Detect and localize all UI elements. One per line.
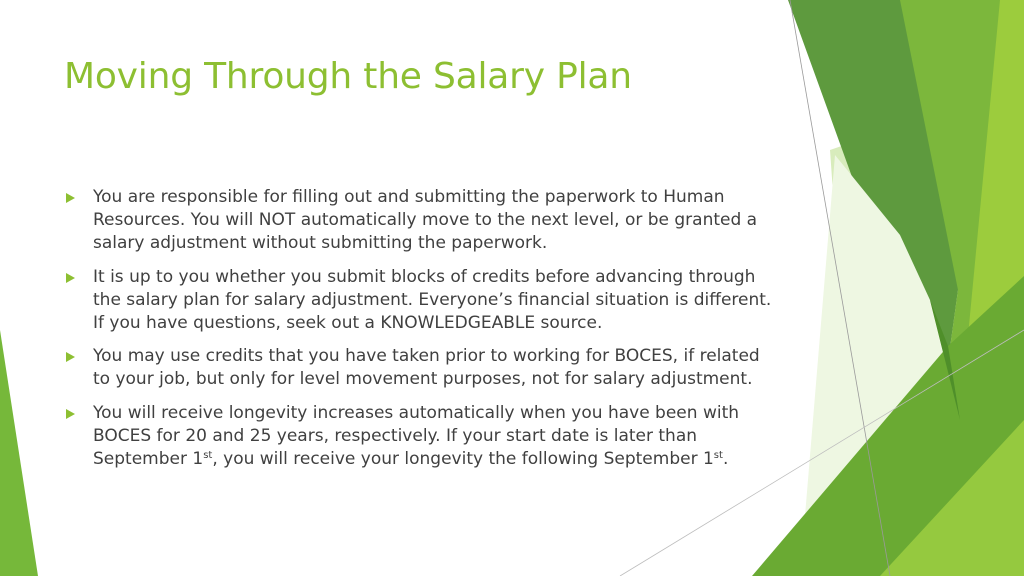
ordinal-suffix: st: [713, 450, 723, 462]
bullet-text: It is up to you whether you submit blocks of credits before advancing through the salary plan for salary adjustment. Everyone’s financial situation is different. If you have questions, seek out a KNOWLEDGEABLE source.: [93, 266, 772, 334]
bullet-text: [93, 403, 739, 469]
bullet-text: You may use credits that you have taken prior to working for BOCES, if related to your job, but only for level movement purposes, not for salary adjustment.: [93, 346, 760, 390]
right-triangle-icon: [66, 409, 75, 419]
bullet-text: You are responsible for filling out and submitting the paperwork to Human Resources. You will NOT automatically move to the next level, or be granted a salary adjustment without submitting the paperwork.: [93, 187, 758, 254]
bullet-list: [64, 186, 774, 481]
right-triangle-icon: [66, 193, 75, 203]
slide-title: Moving Through the Salary Plan: [64, 56, 632, 97]
bullet-item: [64, 186, 774, 256]
left-edge-facet: [0, 330, 38, 576]
bullet-text-part: , you will receive your longevity the following September 1: [212, 449, 714, 470]
bullet-item: [64, 266, 774, 336]
right-triangle-icon: [66, 273, 75, 283]
bullet-text-part: .: [722, 449, 729, 470]
bullet-item: [64, 345, 774, 391]
bullet-item: [64, 402, 774, 472]
ordinal-suffix: st: [203, 450, 213, 462]
right-triangle-icon: [66, 352, 75, 362]
bullet-text-part: You will receive longevity increases automatically when you have been with BOCES for 20 and 25 years, respectively. If your start date is later than September 1: [93, 402, 740, 470]
